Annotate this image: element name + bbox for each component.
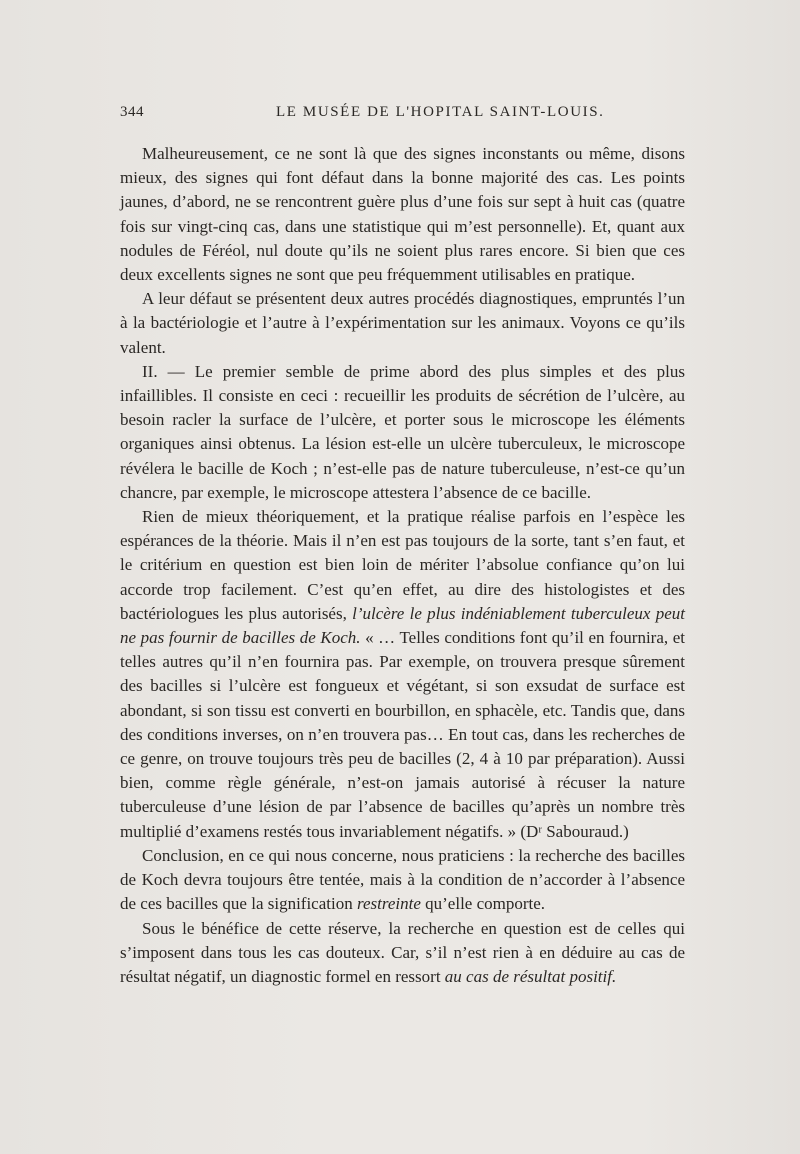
page-header xyxy=(108,104,708,128)
paragraph xyxy=(120,844,685,917)
body-text xyxy=(120,142,685,989)
paragraph-text: qu’elle comporte. xyxy=(420,894,546,914)
paragraph: Malheureusement, ce ne sont là que des signes inconstants ou même, disons mieux, des signes qui font défaut dans la bonne majorité des cas. Les points jaunes, d’abord, ne se rencontrent guère plus d’une fois sur sept à huit cas (quatre fois sur vingt-cinq cas, dans une statistique qui m’est personnelle). Et, quant aux nodules de Féréol, nul doute qu’ils ne soient plus rares encore. Si bien que ces deux excellents signes ne sont que peu fréquemment utilisables en pratique. xyxy=(120,144,685,285)
paragraph-text: Rien de mieux théoriquement, et la pratique réalise parfois en l’espèce les espérances de la théorie. Mais il n’en est pas toujours de la sorte, tant s’en faut, et le critérium en question est bien loin de mériter l’absolue confiance qu’on lui accorde trop facilement. C’est qu’en effet, au dire des histologistes et des bactériologues les plus autorisés, xyxy=(120,507,685,623)
paragraph-text: Sous le bénéfice de cette réserve, la recherche en question est de celles qui s’imposent dans tous les cas douteux. Car, s’il n’est rien à en déduire au cas de résultat négatif, un diagnostic formel en ressort xyxy=(120,918,685,986)
italic-quote: l’ulcère le plus indéniablement tuberculeux peut ne pas fournir de bacilles de Koch. xyxy=(120,603,686,648)
paragraph: II. — Le premier semble de prime abord des plus simples et des plus infaillibles. Il consiste en ceci : recueillir les produits de sécrétion de l’ulcère, au besoin racler la surface de l’ulcère, et porter sous le microscope les éléments organiques ainsi obtenus. La lésion est-elle un ulcère tuberculeux, le microscope révélera le bacille de Koch ; n’est-elle pas de nature tuberculeuse, n’est-ce qu’un chancre, par exemple, le microscope attestera l’absence de ce bacille. xyxy=(120,361,685,502)
italic-word: restreinte xyxy=(356,894,421,914)
running-head: LE MUSÉE DE L'HOPITAL SAINT-LOUIS. xyxy=(276,104,605,120)
italic-phrase: au cas de résultat positif. xyxy=(444,966,617,986)
paragraph-text: Conclusion, en ce qui nous concerne, nous praticiens : la recherche des bacilles de Koch devra toujours être tentée, mais à la condition de n’accorder à l’absence de ces bacilles que la signification xyxy=(120,845,685,914)
page-number: 344 xyxy=(120,104,144,120)
paragraph xyxy=(120,505,685,844)
paragraph: A leur défaut se présentent deux autres procédés diagnostiques, empruntés l’un à la bactériologie et l’autre à l’expérimentation sur les animaux. Voyons ce qu’ils valent. xyxy=(120,289,685,357)
paragraph xyxy=(120,917,685,990)
paragraph-text: « … Telles conditions font qu’il en fournira, et telles autres qu’il n’en fournira pas. Par exemple, on trouvera presque sûrement des bacilles si l’ulcère est fongueux et végétant, si son exsudat de surface est abondant, si son tissu est converti en bourbillon, en sphacèle, etc. Tandis que, dans des conditions inverses, on n’en trouvera pas… En tout cas, dans les recherches de ce genre, on trouve toujours très peu de bacilles (2, 4 à 10 par préparation). Aussi bien, comme règle générale, n’est-on jamais autorisé à récuser la nature tuberculeuse d’une lésion de par l’absence de bacilles qu’après un nombre très multiplié d’examens restés tous invariablement négatifs. » (Dʳ Sabouraud.) xyxy=(120,628,685,841)
